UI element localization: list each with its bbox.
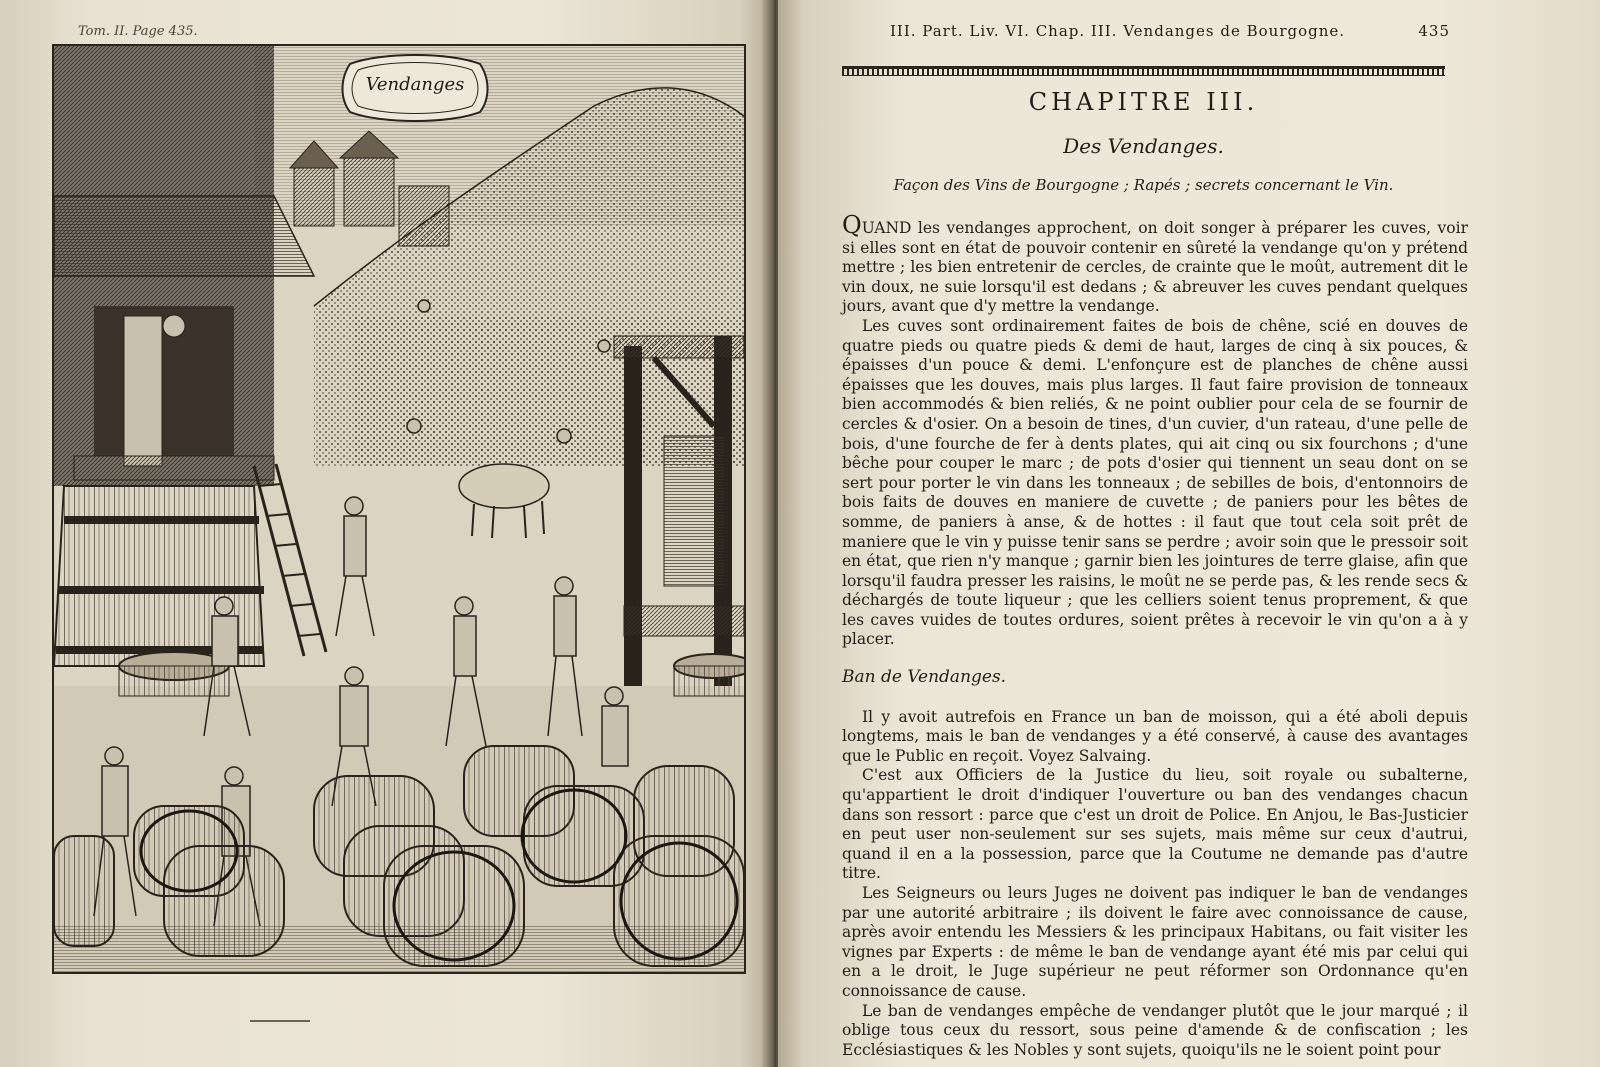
section-title: Ban de Vendanges. <box>842 667 1007 688</box>
drop-cap: Q <box>842 211 862 239</box>
vendanges-engraving <box>52 44 746 974</box>
footer-rule <box>250 1020 310 1022</box>
paragraph-text: UAND les vendanges approchent, on doit songer à préparer les cuves, voir si elles sont en état de pouvoir contenir en sûreté la vendange qu'on y prétend mettre ; les bien entretenir de cercles, de crainte que le moût, autrement dit le vin doux, ne suie lorsqu'il est dedans ; & abreuver les cuves pendant quelques jours, avant que d'y mettre la vendange. <box>842 219 1468 316</box>
running-head <box>890 22 1450 46</box>
paragraph: Le ban de vendanges empêche de vendanger plutôt que le jour marqué ; il oblige tous ceux du ressort, sous peine d'amende & de confiscation ; les Ecclésiastiques & les Nobles y sont sujets, quoiqu'ils ne le soient point pour <box>842 1001 1468 1059</box>
paragraph: Les cuves sont ordinairement faites de bois de chêne, scié en douves de quatre pieds ou quatre pieds & demi de haut, larges de cinq à six pouces, & épaisses d'un pouce & demi. L'enfonçure est de planches de chêne aussi épaisses que les douves, mais plus larges. Il faut faire provision de tonneaux bien accommodés & bien reliés, & ne point oublier pour cela de se fournir de cercles & d'osier. On a besoin de tines, d'un cuvier, d'un rateau, d'une pelle de bois, d'une fourche de fer à dents plates, qui ait cinq ou six fourchons ; d'une bêche pour couper le marc ; de pots d'osier qui tiennent un seau dont on se sert pour porter le vin dans les tonneaux ; de sebilles de bois, d'entonnoirs de bois faits de douves en maniere de cuvette ; de paniers pour les bêtes de somme, de paniers à anse, & de hottes : il faut que tout cela soit prêt de maniere que le vin y puisse tenir sans se perdre ; avoir soin que le pressoir soit en état, que rien n'y manque ; garnir bien les jointures de terre glaise, afin que lorsqu'il faudra presser les raisins, le moût ne se perde pas, & les rende secs & déchargés de toute liqueur ; que les celliers soient tenus proprement, & que les caves vuides de toutes ordures, soient prêtes à recevoir le vin qu'on a à y placer. <box>842 316 1468 649</box>
ornamental-rule <box>842 66 1445 76</box>
chapter-subtitle: Des Vendanges. <box>1063 134 1224 158</box>
paragraph <box>842 211 1468 317</box>
plate-reference: Tom. II. Page 435. <box>78 24 198 39</box>
page-number: 435 <box>1418 22 1450 40</box>
chapter-description: Façon des Vins de Bourgogne ; Rapés ; secrets concernant le Vin. <box>893 176 1394 194</box>
left-page <box>0 0 770 1067</box>
running-head-text: III. Part. Liv. VI. Chap. III. Vendanges de Bourgogne. <box>890 22 1346 40</box>
paragraph: Il y avoit autrefois en France un ban de moisson, qui a été aboli depuis longtems, mais le ban de vendanges y a été conservé, à cause des avantages que le Public en reçoit. Voyez Salvaing. <box>842 707 1468 765</box>
body-text <box>842 211 1468 1060</box>
engraving-illustration <box>54 46 744 972</box>
paragraph: Les Seigneurs ou leurs Juges ne doivent pas indiquer le ban de vendanges par une autorité arbitraire ; ils doivent le faire avec connoissance de cause, après avoir entendu les Messiers & les principaux Habitans, ou fait visiter les vignes par Experts : de même le ban de vendange ayant été mis par celui qui en a le droit, le Juge supérieur ne peut réformer son Ordonnance qu'en connoissance de cause. <box>842 884 1468 1000</box>
paragraph: C'est aux Officiers de la Justice du lieu, soit royale ou subalterne, qu'appartient le droit d'indiquer l'ouverture ou ban des vendanges chacun dans son ressort : parce que c'est un droit de Police. En Anjou, le Bas-Justicier en peut user non-seulement sur ses sujets, mais même sur ceux d'autrui, quand il en a la possession, parce que la Coutume ne demande pas d'autre titre. <box>842 766 1468 883</box>
chapter-title: CHAPITRE III. <box>1028 88 1259 116</box>
cartouche-title: Vendanges <box>365 74 465 95</box>
